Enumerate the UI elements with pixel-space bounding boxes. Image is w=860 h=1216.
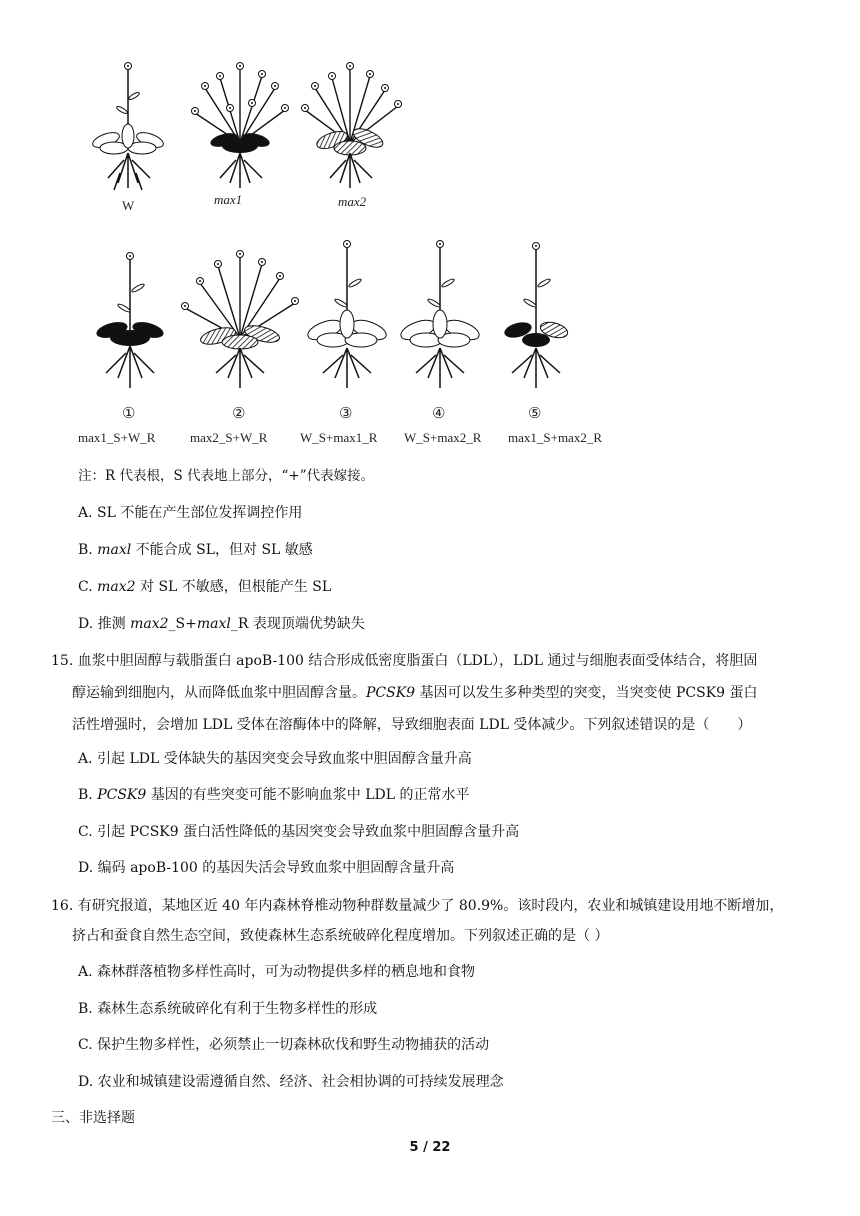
number-1: ①	[122, 404, 136, 422]
plant-5	[503, 243, 570, 389]
q16-option-a: A. 森林群落植物多样性高时，可为动物提供多样的栖息地和食物	[78, 964, 476, 980]
number-4: ④	[432, 404, 446, 422]
label-graft-2: max2_S+W_R	[190, 430, 268, 445]
q15-option-d: D. 编码 apoB-100 的基因失活会导致血浆中胆固醇含量升高	[78, 860, 455, 876]
label-graft-4: W_S+max2_R	[404, 430, 482, 445]
q14-option-c: C. max2 对 SL 不敏感，但根能产生 SL	[78, 579, 332, 595]
q16-stem-line2: 挤占和蚕食自然生态空间，致使森林生态系统破碎化程度增加。下列叙述正确的是（ ）	[72, 928, 609, 944]
plant-4	[398, 241, 481, 389]
q14-option-d: D. 推测 max2_S+maxl_R 表现顶端优势缺失	[78, 616, 365, 632]
number-2: ②	[232, 404, 246, 422]
q15-stem-line2: 醇运输到细胞内，从而降低血浆中胆固醇含量。PCSK9 基因可以发生多种类型的突变，当突变使 PCSK9 蛋白	[72, 685, 758, 701]
plant-3	[305, 241, 388, 389]
plant-max1	[192, 63, 289, 189]
q15-option-c: C. 引起 PCSK9 蛋白活性降低的基因突变会导致血浆中胆固醇含量升高	[78, 824, 520, 840]
q15-option-b: B. PCSK9 基因的有些突变可能不影响血浆中 LDL 的正常水平	[78, 787, 470, 803]
label-graft-1: max1_S+W_R	[78, 430, 156, 445]
number-3: ③	[339, 404, 353, 422]
figure-note: 注：R 代表根，S 代表地上部分，“+”代表嫁接。	[78, 468, 375, 484]
plants-illustration	[60, 48, 680, 458]
q16-option-b: B. 森林生态系统破碎化有利于生物多样性的形成	[78, 1001, 378, 1017]
plant-1	[95, 253, 166, 389]
plant-2	[182, 251, 299, 389]
plant-grafting-figure	[60, 48, 680, 458]
q16-option-c: C. 保护生物多样性，必须禁止一切森林砍伐和野生动物捕获的活动	[78, 1037, 490, 1053]
q15-stem-line3: 活性增强时，会增加 LDL 受体在溶酶体中的降解，导致细胞表面 LDL 受体减少。下列叙述错误的是（ ）	[72, 717, 752, 733]
q15-stem-line1: 15. 血浆中胆固醇与载脂蛋白 apoB-100 结合形成低密度脂蛋白（LDL），LDL 通过与细胞表面受体结合，将胆固	[51, 653, 758, 669]
label-max2: max2	[338, 194, 367, 209]
q15-option-a: A. 引起 LDL 受体缺失的基因突变会导致血浆中胆固醇含量升高	[78, 751, 472, 767]
label-graft-5: max1_S+max2_R	[508, 430, 602, 445]
label-W: W	[122, 198, 135, 213]
q16-option-d: D. 农业和城镇建设需遵循自然、经济、社会相协调的可持续发展理念	[78, 1074, 504, 1090]
label-max1: max1	[214, 192, 243, 207]
plant-W	[91, 63, 165, 191]
page-number: 5 / 22	[409, 1140, 451, 1155]
number-5: ⑤	[528, 404, 542, 422]
label-graft-3: W_S+max1_R	[300, 430, 378, 445]
q16-stem-line1: 16. 有研究报道，某地区近 40 年内森林脊椎动物种群数量减少了 80.9%。该时段内，农业和城镇建设用地不断增加，	[51, 898, 784, 914]
q14-option-a: A. SL 不能在产生部位发挥调控作用	[78, 505, 303, 521]
q14-option-b: B. maxl 不能合成 SL，但对 SL 敏感	[78, 542, 313, 558]
plant-max2	[302, 63, 402, 189]
section-heading: 三、非选择题	[51, 1110, 135, 1126]
